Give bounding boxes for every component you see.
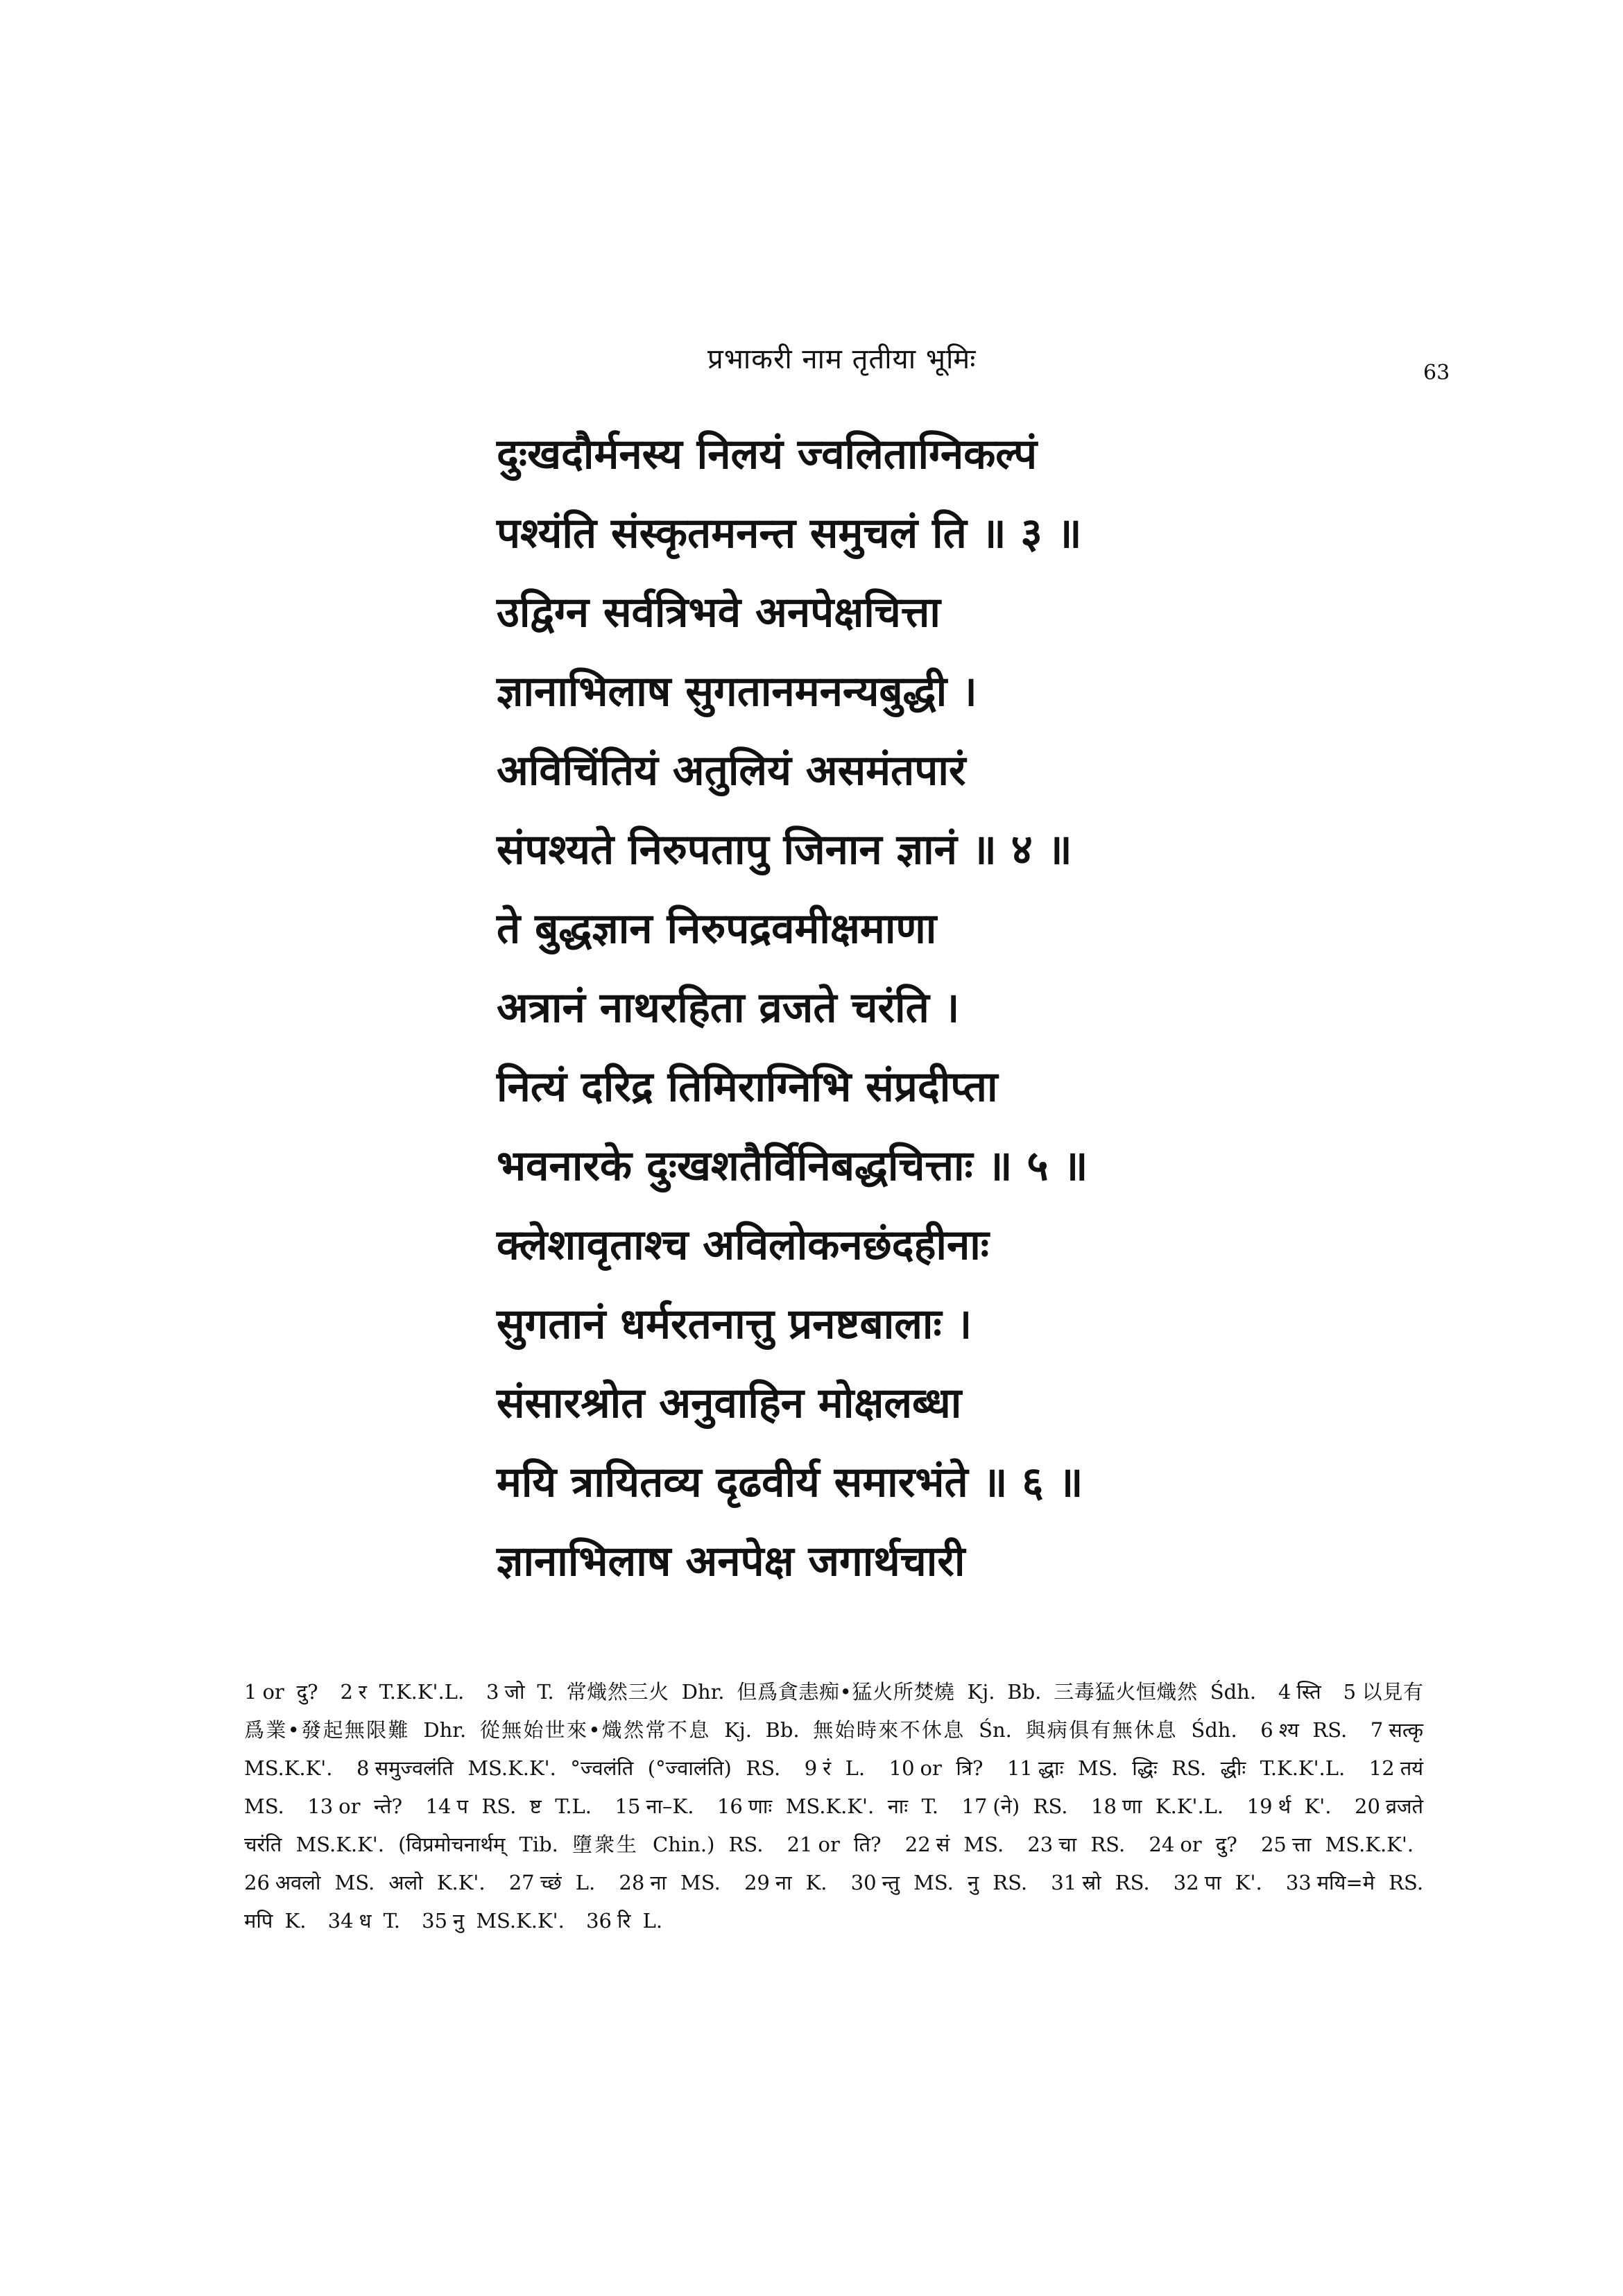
- footnote: [787, 1833, 882, 1856]
- footnote-number: 5: [1343, 1680, 1357, 1704]
- verse-line: क्लेशावृताश्च अविलोकनछंदहीनाः: [497, 1221, 989, 1269]
- footnote-text: जो T. 常熾然三火 Dhr. 但爲貪恚痴•猛火所焚燒 Kj. Bb. 三毒猛火恒熾然 Śdh.: [504, 1680, 1257, 1704]
- footnotes: [244, 1673, 1423, 1940]
- footnote-number: 11: [1006, 1756, 1033, 1780]
- footnote-number: 26: [244, 1871, 270, 1894]
- footnote-number: 18: [1091, 1794, 1117, 1818]
- footnote-number: 33: [1285, 1871, 1312, 1894]
- verse-line: भवनारके दुःखशतैर्विनिबद्धचित्ताः ॥ ५ ॥: [497, 1142, 1088, 1190]
- verse-line: सुगतानं धर्मरतनात्तु प्रनष्टबालाः ।: [497, 1300, 972, 1348]
- footnote: [422, 1909, 565, 1933]
- footnote-number: 14: [425, 1794, 452, 1818]
- footnote-text: (ने) RS.: [993, 1794, 1068, 1818]
- verse-line: अत्रानं नाथरहिता व्रजते चरंति ।: [497, 984, 960, 1032]
- footnote-text: सत्कृ MS.K.K'.: [244, 1718, 1424, 1780]
- footnote-number: 1: [244, 1680, 257, 1704]
- footnote-text: सं MS.: [936, 1833, 1004, 1856]
- footnote-text: न्तु MS. नु RS.: [882, 1871, 1028, 1894]
- footnote: [619, 1871, 720, 1894]
- footnote-number: 13: [307, 1794, 334, 1818]
- footnote-text: तयं MS.: [244, 1756, 1424, 1818]
- footnote: [509, 1871, 596, 1894]
- footnote-number: 35: [422, 1909, 448, 1933]
- verse-line: मयि त्रायितव्य दृढवीर्य समारभंते ॥ ६ ॥: [497, 1458, 1083, 1507]
- footnote-text: or दु?: [1180, 1833, 1237, 1856]
- footnote-text: मयि=मे RS. मपि K.: [244, 1871, 1424, 1933]
- running-title: प्रभाकरी नाम तृतीया भूमिः: [707, 343, 977, 375]
- footnote: [905, 1833, 1004, 1856]
- footnote-text: रि L.: [617, 1909, 663, 1933]
- footnote: [486, 1680, 1256, 1704]
- footnote-number: 32: [1173, 1871, 1199, 1894]
- footnote: [889, 1756, 984, 1780]
- footnote: [244, 1680, 318, 1704]
- verse-line: अविचिंतियं अतुलियं असमंतपारं: [497, 746, 966, 795]
- footnote-text: च्छं L.: [540, 1871, 596, 1894]
- footnote-text: समुज्वलंति MS.K.K'. °ज्वलंति (°ज्वालंति) RS.: [375, 1756, 781, 1780]
- footnote-text: अवलो MS. अलो K.K'.: [275, 1871, 486, 1894]
- footnote-number: 21: [787, 1833, 813, 1856]
- footnote: [851, 1871, 1028, 1894]
- footnote-number: 30: [850, 1871, 877, 1894]
- footnote-text: पा K'.: [1204, 1871, 1262, 1894]
- footnote-number: 2: [340, 1680, 353, 1704]
- footnote: [244, 1871, 486, 1894]
- footnote-number: 34: [327, 1909, 354, 1933]
- footnote-number: 19: [1246, 1794, 1273, 1818]
- footnote: [1247, 1794, 1332, 1818]
- footnote-number: 16: [716, 1794, 743, 1818]
- footnote-number: 10: [888, 1756, 915, 1780]
- footnote-text: or दु?: [262, 1680, 318, 1704]
- footnote: [1260, 1718, 1347, 1742]
- footnote-number: 17: [961, 1794, 988, 1818]
- footnote-text: श्य RS.: [1278, 1718, 1348, 1742]
- verse-line: ते बुद्धज्ञान निरुपद्रवमीक्षमाणा: [497, 905, 937, 953]
- footnote-text: स्रो RS.: [1082, 1871, 1150, 1894]
- footnote-number: 20: [1355, 1794, 1380, 1818]
- footnote-text: णाः MS.K.K'. नाः T.: [748, 1794, 938, 1818]
- footnote-text: द्धाः MS. द्धिः RS. द्धीः T.K.K'.L.: [1038, 1756, 1346, 1780]
- footnote: [340, 1680, 464, 1704]
- footnote-number: 22: [904, 1833, 931, 1856]
- footnote: [1091, 1794, 1223, 1818]
- verse-line: ज्ञानाभिलाष अनपेक्ष जगार्थचारी: [497, 1537, 965, 1586]
- footnote-text: ना K.: [775, 1871, 827, 1894]
- verse-line: पश्यंति संस्कृतमनन्त समुचलं ति ॥ ३ ॥: [497, 509, 1082, 558]
- footnote: [1174, 1871, 1262, 1894]
- footnote-number: 7: [1370, 1718, 1384, 1742]
- footnote: [357, 1756, 780, 1780]
- footnote: [1261, 1833, 1414, 1856]
- verse-block: [497, 415, 1468, 1601]
- footnote-text: or त्रि?: [920, 1756, 984, 1780]
- footnote-text: or न्ते?: [338, 1794, 403, 1818]
- footnote-text: र्थ K'.: [1278, 1794, 1332, 1818]
- verse-line: संपश्यते निरुपतापु जिनान ज्ञानं ॥ ४ ॥: [497, 825, 1072, 874]
- footnote-number: 31: [1051, 1871, 1077, 1894]
- footnote-text: ना MS.: [650, 1871, 721, 1894]
- footnote: [962, 1794, 1068, 1818]
- footnote: [586, 1909, 662, 1933]
- verse-line: दुःखदौर्मनस्य निलयं ज्वलिताग्निकल्पं: [497, 430, 1038, 479]
- footnote-number: 36: [586, 1909, 612, 1933]
- footnote-text: नु MS.K.K'.: [453, 1909, 565, 1933]
- footnote: [307, 1794, 402, 1818]
- footnote-text: र T.K.K'.L.: [358, 1680, 465, 1704]
- footnote: [1027, 1833, 1125, 1856]
- verse-line: संसारश्रोत अनुवाहिन मोक्षलब्धा: [497, 1379, 962, 1428]
- footnote-number: 3: [486, 1680, 499, 1704]
- footnote-number: 29: [744, 1871, 770, 1894]
- verse-line: नित्यं दरिद्र तिमिराग्निभि संप्रदीप्ता: [497, 1063, 998, 1111]
- footnote: [1149, 1833, 1237, 1856]
- footnote: [744, 1871, 827, 1894]
- footnote-number: 12: [1368, 1756, 1395, 1780]
- footnote-number: 6: [1260, 1718, 1273, 1742]
- footnote-text: चा RS.: [1058, 1833, 1126, 1856]
- footnote: [1051, 1871, 1149, 1894]
- footnote-number: 9: [804, 1756, 818, 1780]
- footnote-text: or ति?: [818, 1833, 882, 1856]
- footnote-text: रं L.: [823, 1756, 866, 1780]
- footnote-number: 24: [1149, 1833, 1175, 1856]
- footnote-text: णा K.K'.L.: [1122, 1794, 1224, 1818]
- footnote: [717, 1794, 938, 1818]
- footnote: [328, 1909, 400, 1933]
- footnote: [1007, 1756, 1345, 1780]
- footnote-number: 25: [1260, 1833, 1287, 1856]
- verse-line: उद्विग्न सर्वत्रिभवे अनपेक्षचित्ता: [497, 588, 941, 637]
- footnote-number: 27: [508, 1871, 535, 1894]
- footnote-number: 4: [1278, 1680, 1291, 1704]
- footnote: [426, 1794, 592, 1818]
- footnote-text: त्ता MS.K.K'.: [1291, 1833, 1414, 1856]
- footnote-number: 8: [357, 1756, 370, 1780]
- page-number: 63: [1423, 361, 1450, 385]
- footnote: [805, 1756, 865, 1780]
- footnote-text: प RS. ष्ट T.L.: [456, 1794, 592, 1818]
- footnote-number: 15: [615, 1794, 641, 1818]
- footnote-number: 28: [619, 1871, 645, 1894]
- verse-line: ज्ञानाभिलाष सुगतानमनन्यबुद्धी ।: [497, 667, 977, 716]
- footnote: [1278, 1680, 1321, 1704]
- footnote-text: व्रजते चरंति MS.K.K'. (विप्रमोचनार्थम् Tib. 墮衆生 Chin.) RS.: [244, 1794, 1424, 1856]
- footnote-text: ध T.: [359, 1909, 400, 1933]
- footnote-text: ना–K.: [646, 1794, 694, 1818]
- footnote-text: 以見有爲業•發起無限難 Dhr. 從無始世來•熾然常不息 Kj. Bb. 無始時來不休息 Śn. 與病俱有無休息 Śdh.: [244, 1680, 1423, 1742]
- footnote: [615, 1794, 694, 1818]
- footnote-text: स्ति: [1296, 1680, 1321, 1704]
- footnote-number: 23: [1027, 1833, 1054, 1856]
